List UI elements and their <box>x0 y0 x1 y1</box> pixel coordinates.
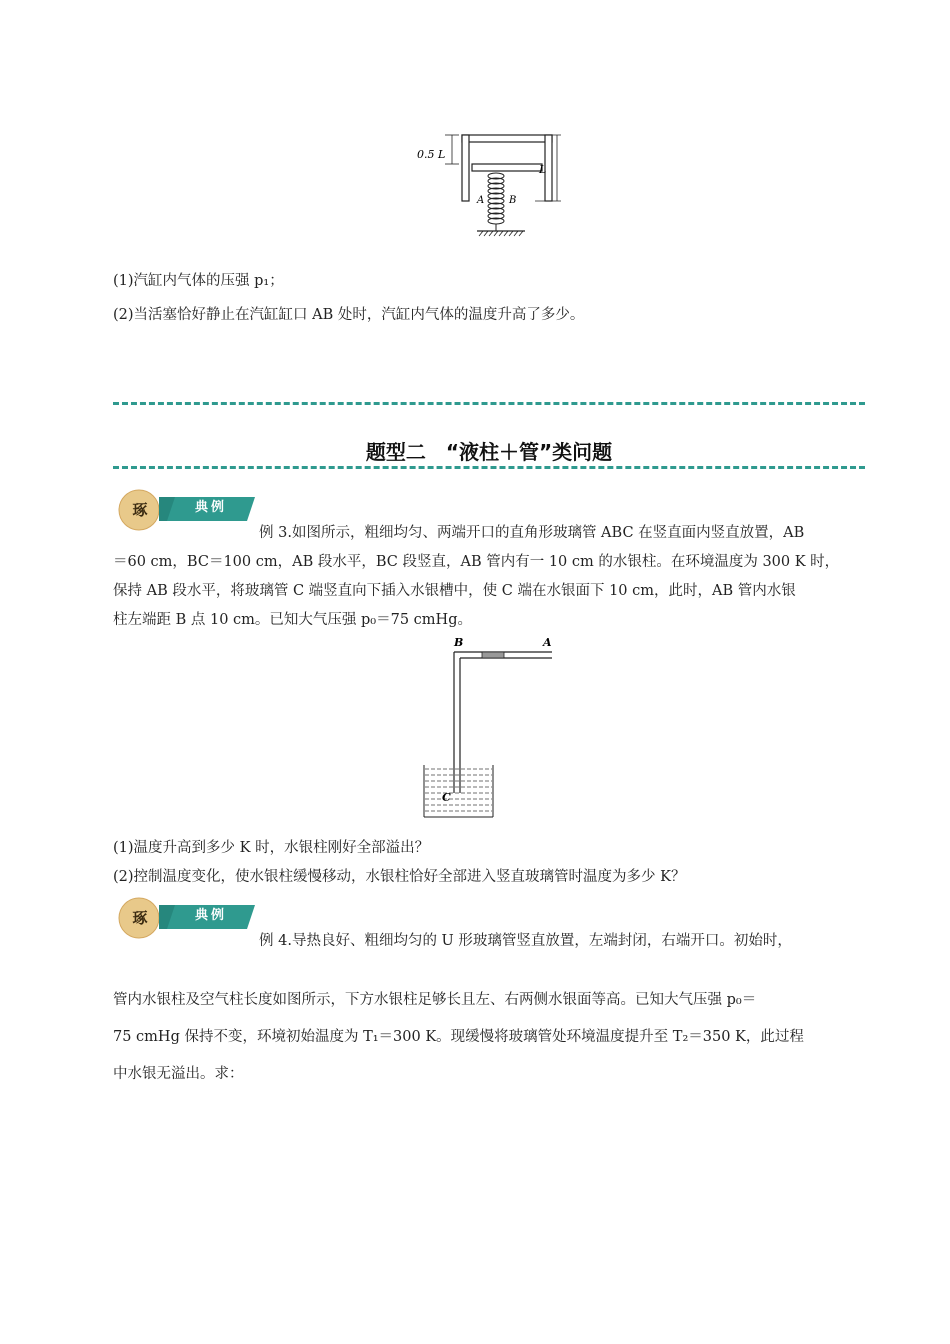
badge-label-2: 典例 <box>194 908 227 923</box>
section-title: 题型二 “液柱＋管”类问题 <box>365 440 613 464</box>
label-half-L: 0.5 L <box>417 148 446 161</box>
label-L: L <box>539 163 547 176</box>
example-badge-2 <box>115 897 255 939</box>
label-A: A <box>477 195 485 206</box>
example3-line-1: 例 3.如图所示，粗细均匀、两端开口的直角形玻璃管 ABC 在竖直面内竖直放置，AB <box>259 525 805 541</box>
question-2-text: (2)当活塞恰好静止在汽缸缸口 AB 处时，汽缸内气体的温度升高了多少。 <box>113 307 585 323</box>
example3-question-2: (2)控制温度变化，使水银柱缓慢移动，水银柱恰好全部进入竖直玻璃管时温度为多少 K？ <box>113 869 686 885</box>
example3-question-1: (1)温度升高到多少 K 时，水银柱刚好全部溢出？ <box>113 840 430 856</box>
example4-line-2: 管内水银柱及空气柱长度如图所示，下方水银柱足够长且左、右两侧水银面等高。已知大气压强 p₀＝ <box>113 992 757 1008</box>
example3-line-3: 保持 AB 段水平，将玻璃管 C 端竖直向下插入水银槽中，使 C 端在水银面下 10 cm，此时，AB 管内水银 <box>113 583 796 599</box>
label-C: C <box>442 791 451 804</box>
badge-seal-text: 琢 <box>132 501 148 519</box>
section-divider-bottom <box>113 466 865 469</box>
label-A2: A <box>543 636 552 649</box>
example4-line-3: 75 cmHg 保持不变，环境初始温度为 T₁＝300 K。现缓慢将玻璃管处环境温度提升至 T₂＝350 K，此过程 <box>113 1029 804 1045</box>
example3-line-4: 柱左端距 B 点 10 cm。已知大气压强 p₀＝75 cmHg。 <box>113 612 472 628</box>
badge-seal-text-2: 琢 <box>132 909 148 927</box>
label-B: B <box>509 195 517 206</box>
badge-label: 典例 <box>194 500 227 515</box>
example-badge <box>115 489 255 531</box>
example4-line-1: 例 4.导热良好、粗细均匀的 U 形玻璃管竖直放置，左端封闭，右端开口。初始时， <box>259 933 792 949</box>
tube-tank-figure <box>420 633 560 823</box>
label-B2: B <box>454 636 464 649</box>
section-divider-top <box>113 402 865 405</box>
question-1-text: (1)汽缸内气体的压强 p₁； <box>113 273 284 289</box>
example4-line-4: 中水银无溢出。求： <box>113 1066 244 1082</box>
cylinder-spring-figure <box>415 130 565 242</box>
example3-line-2: ＝60 cm，BC＝100 cm，AB 段水平，BC 段竖直，AB 管内有一 10 cm 的水银柱。在环境温度为 300 K 时， <box>113 554 840 570</box>
